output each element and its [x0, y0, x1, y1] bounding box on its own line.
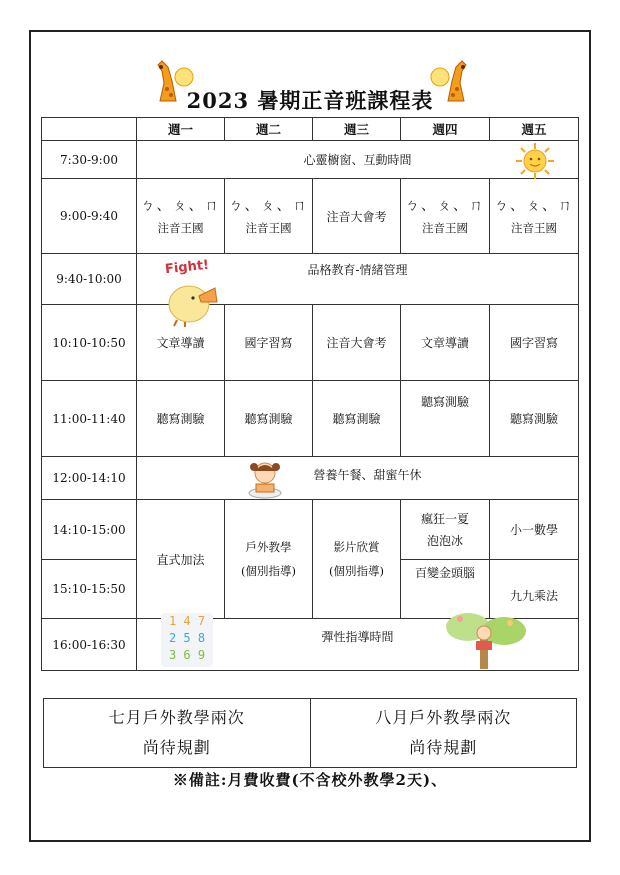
time-slot: 14:10-15:00: [42, 500, 137, 560]
class-label: 瘋狂一夏: [420, 511, 469, 526]
class-label: 泡泡冰: [426, 533, 463, 548]
class-label: 注音王國: [511, 221, 557, 235]
number-row: 2 5 8: [168, 631, 206, 645]
activity-label: 品格教育-情緒管理: [307, 263, 408, 277]
class-cell: 聽寫測驗: [490, 381, 579, 457]
span-activity: [137, 141, 579, 179]
class-label: 注音王國: [245, 221, 292, 235]
class-cell: [490, 179, 579, 254]
time-slot: 12:00-14:10: [42, 457, 137, 500]
zhuyin-label: ㄅ、ㄆ、ㄇ: [140, 198, 221, 214]
header-day-tue: 週二: [225, 118, 313, 141]
number-row: 1 4 7: [168, 614, 206, 628]
numbers-icon: [161, 613, 213, 667]
class-cell: 聽寫測驗: [137, 381, 225, 457]
time-slot: 10:10-10:50: [42, 305, 137, 381]
table-row: [42, 179, 579, 254]
time-slot: 7:30-9:00: [42, 141, 137, 179]
time-slot: 11:00-11:40: [42, 381, 137, 457]
activity-label: 心靈櫥窗、互動時間: [303, 153, 412, 167]
outdoor-august-cell: [310, 699, 577, 768]
time-slot: 15:10-15:50: [42, 560, 137, 619]
time-slot: 16:00-16:30: [42, 619, 137, 671]
outdoor-status: 尚待規劃: [142, 738, 211, 757]
table-row: [42, 141, 579, 179]
table-row: [42, 619, 579, 671]
zhuyin-label: ㄅ、ㄆ、ㄇ: [228, 198, 309, 214]
header-day-wed: 週三: [313, 118, 401, 141]
tree-reading-icon: [438, 609, 530, 671]
outdoor-heading: 七月戶外教學兩次: [108, 708, 245, 727]
class-cell: 國字習寫: [225, 305, 313, 381]
time-slot: 9:00-9:40: [42, 179, 137, 254]
table-row: [42, 254, 579, 305]
chick-fight-icon: [163, 272, 225, 328]
header-day-fri: 週五: [490, 118, 579, 141]
table-row: [42, 305, 579, 381]
class-cell: [401, 500, 490, 560]
class-cell: 文章導讀: [401, 305, 490, 381]
class-label: 戶外教學: [245, 540, 292, 554]
class-cell: 聽寫測驗: [225, 381, 313, 457]
page-title: 2023 暑期正音班課程表: [186, 88, 434, 113]
header-corner: [42, 118, 137, 141]
class-note: (個別指導): [241, 564, 296, 578]
class-label: 影片欣賞: [333, 540, 380, 554]
class-cell: [225, 179, 313, 254]
class-cell: 九九乘法: [490, 560, 579, 619]
outdoor-teaching-table: [43, 698, 577, 768]
activity-label: 彈性指導時間: [321, 630, 394, 644]
class-note: (個別指導): [329, 564, 384, 578]
schedule-table: [41, 117, 579, 671]
class-cell: 聽寫測驗: [313, 381, 401, 457]
table-row: [42, 381, 579, 457]
outdoor-july-cell: [44, 699, 311, 768]
class-cell: 小一數學: [490, 500, 579, 560]
span-activity: [137, 457, 579, 500]
class-cell: [313, 500, 401, 619]
outdoor-status: 尚待規劃: [409, 738, 478, 757]
outdoor-heading: 八月戶外教學兩次: [375, 708, 512, 727]
class-cell: 注音大會考: [313, 305, 401, 381]
fight-sticker-text: Fight!: [164, 257, 210, 278]
table-row: [44, 699, 577, 768]
class-cell: 百變金頭腦: [401, 560, 490, 619]
class-cell: 聽寫測驗: [401, 381, 490, 457]
span-activity: [137, 254, 579, 305]
class-cell: 直式加法: [137, 500, 225, 619]
class-cell: [137, 179, 225, 254]
class-cell: [401, 179, 490, 254]
class-cell: [225, 500, 313, 619]
header-day-thu: 週四: [401, 118, 490, 141]
table-row: [42, 500, 579, 560]
girl-lunch-icon: [241, 459, 289, 501]
sun-icon: [512, 141, 558, 181]
class-cell: 國字習寫: [490, 305, 579, 381]
activity-label: 營養午餐、甜蜜午休: [313, 468, 422, 482]
time-slot: 9:40-10:00: [42, 254, 137, 305]
class-label: 注音王國: [157, 221, 204, 235]
class-cell: 注音大會考: [313, 179, 401, 254]
zhuyin-label: ㄅ、ㄆ、ㄇ: [494, 198, 574, 214]
class-cell: 文章導讀: [137, 305, 225, 381]
zhuyin-label: ㄅ、ㄆ、ㄇ: [405, 198, 485, 214]
table-header-row: [42, 118, 579, 141]
header-day-mon: 週一: [137, 118, 225, 141]
class-label: 注音王國: [422, 221, 468, 235]
table-row: [42, 457, 579, 500]
fee-note: ※備註:月費收費(不含校外教學2天)、: [172, 771, 448, 789]
number-row: 3 6 9: [168, 648, 206, 662]
span-activity: [137, 614, 579, 671]
